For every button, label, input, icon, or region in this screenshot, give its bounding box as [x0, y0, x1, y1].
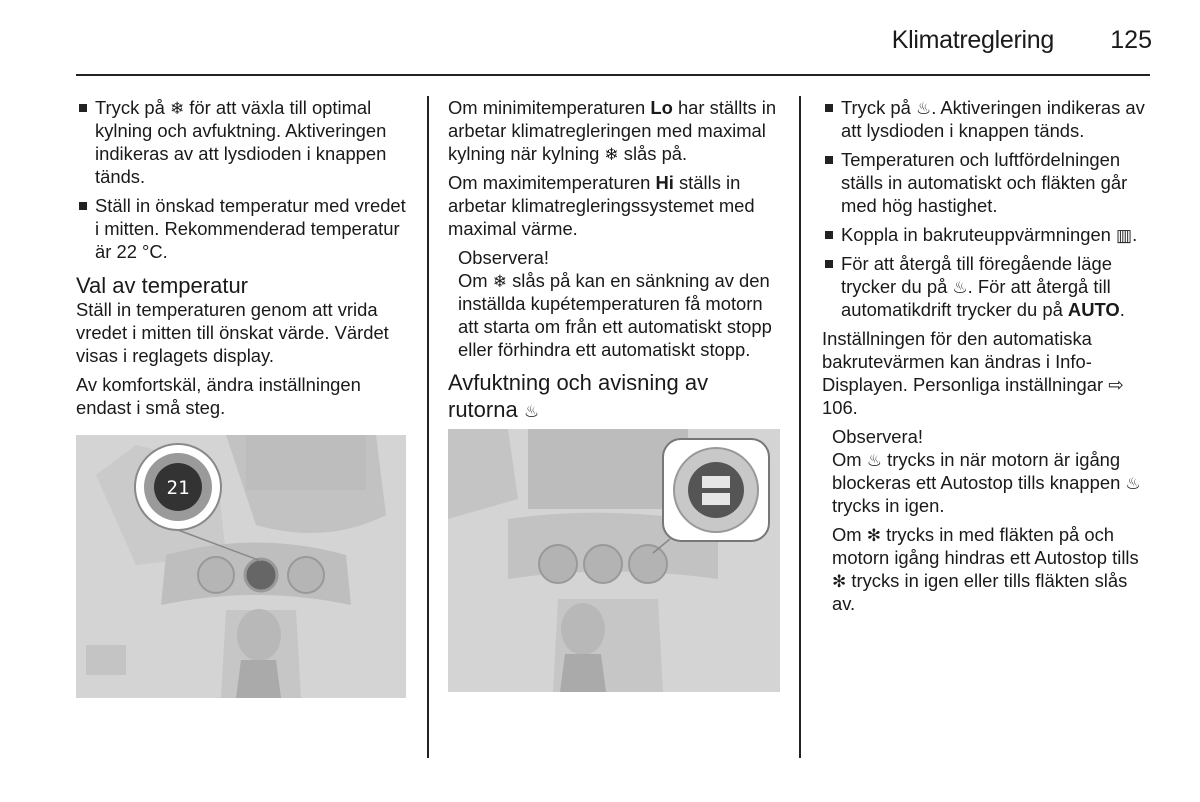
paragraph: Om maximitemperaturen Hi ställs in arbetar klimatregleringssystemet med maximal värme.: [448, 172, 755, 239]
column-1: [76, 96, 406, 698]
bullet-item: Ställ in önskad temperatur med vredet i mitten. Rekommenderad temperatur är 22 °C.: [76, 194, 406, 263]
defrost-control-figure: [448, 429, 780, 692]
bullet-item: Koppla in bakruteuppvärmningen ▥.: [822, 223, 1152, 246]
paragraph: Inställningen för den automatiska bakrutevärmen kan ändras i Info-Displayen. Personliga inställningar ⇨ 106.: [822, 328, 1124, 418]
note-text: Om ✻ trycks in med fläkten på och motorn igång hindras ett Autostop tills ✻ trycks in igen eller tills fläkten slås av.: [832, 524, 1139, 614]
page-title: Klimatreglering: [891, 26, 1054, 54]
rear-window-heating-icon: ▥: [1116, 226, 1133, 245]
bullet-item: För att återgå till föregående läge trycker du på ♨. För att återgå till automatikdrift trycker du på AUTO.: [822, 252, 1152, 321]
note-title: Observera!: [832, 426, 923, 447]
fan-snowflake-icon: ❄: [604, 145, 619, 164]
windshield-defrost-icon: ♨: [1125, 474, 1141, 493]
bullet-item: Temperaturen och luftfördelningen ställs in automatiskt och fläkten går med hög hastighet.: [822, 148, 1152, 217]
column-divider-1: [427, 96, 429, 758]
fan-icon: ✻: [866, 526, 881, 545]
fan-snowflake-icon: ❄: [492, 272, 507, 291]
column-divider-2: [799, 96, 801, 758]
note-box: [448, 246, 780, 361]
header-rule: [76, 74, 1150, 76]
note-text: Om ♨ trycks in när motorn är igång blockeras ett Autostop tills knappen ♨ trycks in igen.: [832, 449, 1141, 516]
note-box: [822, 425, 1152, 615]
section-heading: Avfuktning och avisning av rutorna ♨: [448, 370, 709, 422]
bullet-item: Tryck på ♨. Aktiveringen indikeras av att lysdioden i knappen tänds.: [822, 96, 1152, 142]
column-3: [822, 96, 1152, 621]
climate-control-figure: [76, 435, 406, 698]
column-2: [448, 96, 780, 692]
fan-icon: ✻: [832, 572, 847, 591]
page-number: 125: [1110, 26, 1152, 54]
fan-snowflake-icon: ❄: [169, 99, 185, 118]
display-readout: 21: [166, 477, 190, 499]
bullet-item: Tryck på ❄ för att växla till optimal kylning och avfuktning. Aktiveringen indikeras av att lysdioden i knappen tänds.: [76, 96, 406, 188]
windshield-defrost-icon: ♨: [866, 451, 882, 470]
windshield-defrost-icon: ♨: [952, 278, 968, 297]
note-title: Observera!: [458, 247, 549, 268]
page-reference-arrow-icon: ⇨: [1108, 374, 1124, 395]
windshield-defrost-icon: ♨: [915, 99, 932, 118]
windshield-defrost-icon: ♨: [523, 402, 540, 421]
section-heading: Val av temperatur: [76, 273, 249, 298]
paragraph: Ställ in temperaturen genom att vrida vredet i mitten till önskat värde. Värdet visas i reglagets display.: [76, 299, 389, 366]
note-text: Om ❄ slås på kan en sänkning av den inställda kupétemperaturen få motorn att starta om från ett automatiskt stopp eller förhindra ett automatiskt stopp.: [458, 270, 772, 360]
paragraph: Om minimitemperaturen Lo har ställts in arbetar klimatregleringen med maximal kylning när kylning ❄ slås på.: [448, 97, 777, 164]
paragraph: Av komfortskäl, ändra inställningen endast i små steg.: [76, 374, 361, 418]
